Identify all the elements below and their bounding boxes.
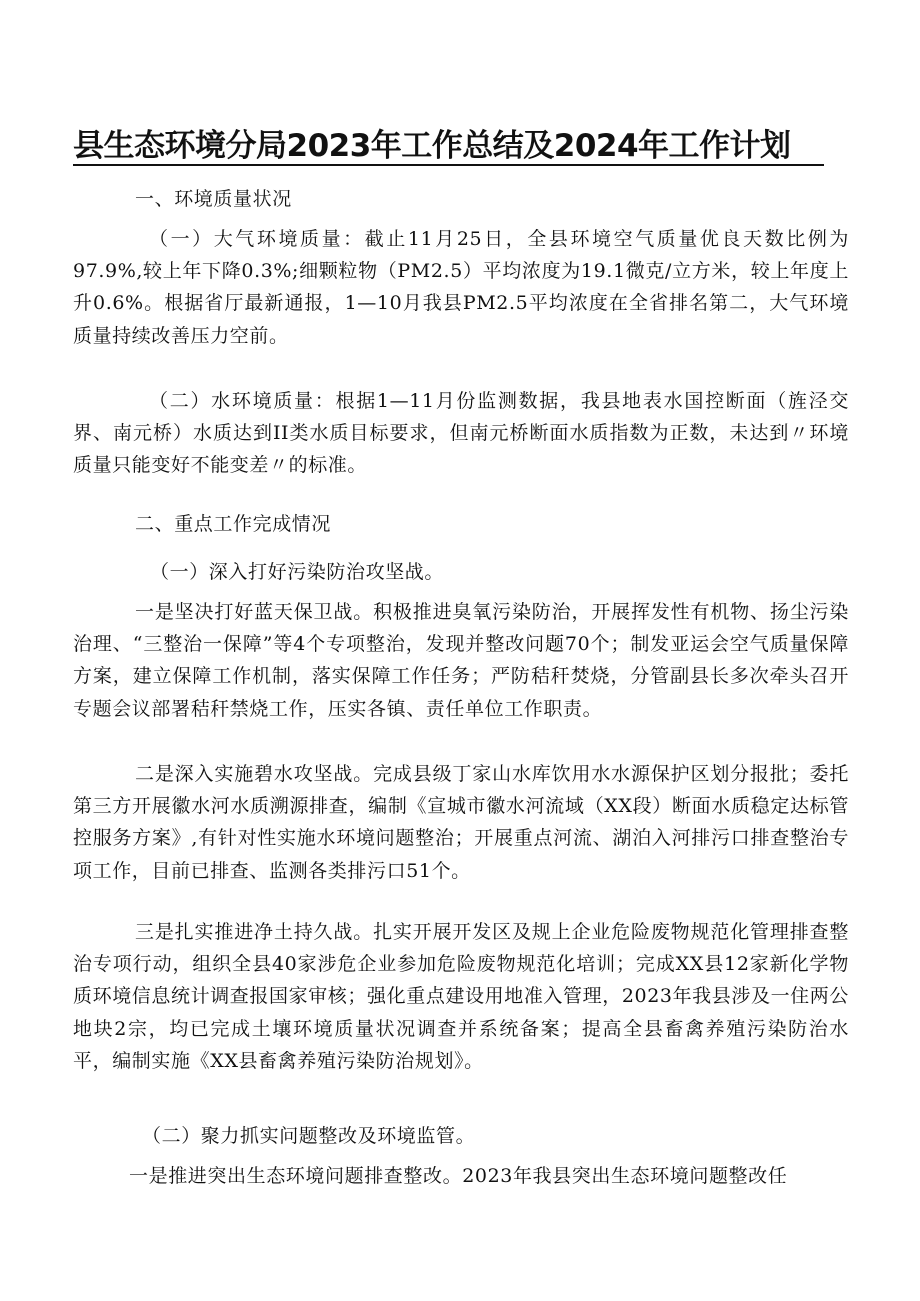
section-heading-environment-quality: 一、环境质量状况 xyxy=(135,188,292,210)
title-underline xyxy=(73,164,824,166)
document-title: 县生态环境分局2023年工作总结及2024年工作计划 xyxy=(73,128,791,164)
paragraph-clean-soil: 三是扎实推进净土持久战。扎实开展开发区及规上企业危险废物规范化管理排查整治专项行动，组织全县40家涉危企业参加危险废物规范化培训；完成XX县12家新化学物质环境信息统计调查报国家审核；强化重点建设用地准入管理，2023年我县涉及一住两公地块2宗，均已完成土壤环境质量状况调查并系统备案；提高全县畜禽养殖污染防治水平，编制实施《XX县畜禽养殖污染防治规划》。 xyxy=(73,921,849,1072)
paragraph-blue-sky: 一是坚决打好蓝天保卫战。积极推进臭氧污染防治，开展挥发性有机物、扬尘污染治理、“三整治一保障”等4个专项整治，发现并整改问题70个；制发亚运会空气质量保障方案，建立保障工作机制，落实保障工作任务；严防秸秆焚烧，分管副县长多次牵头召开专题会议部署秸秆禁烧工作，压实各镇、责任单位工作职责。 xyxy=(73,601,849,720)
subheading-pollution-prevention: （一）深入打好污染防治攻坚战。 xyxy=(150,561,445,583)
paragraph-problem-rectification: 一是推进突出生态环境问题排查整改。2023年我县突出生态环境问题整改任 xyxy=(129,1165,788,1187)
paragraph-clear-water: 二是深入实施碧水攻坚战。完成县级丁家山水库饮用水水源保护区划分报批；委托第三方开展徽水河水质溯源排查，编制《宣城市徽水河流域（XX段）断面水质稳定达标管控服务方案》,有针对性实施水环境问题整治；开展重点河流、湖泊入河排污口排查整治专项工作，目前已排查、监测各类排污口51个。 xyxy=(73,763,849,882)
subheading-problem-rectification: （二）聚力抓实问题整改及环境监管。 xyxy=(142,1125,476,1147)
paragraph-water-quality: （二）水环境质量：根据1—11月份监测数据，我县地表水国控断面（旌泾交界、南元桥）水质达到II类水质目标要求，但南元桥断面水质指数为正数，未达到〃环境质量只能变好不能变差〃的标准。 xyxy=(73,390,849,477)
section-heading-key-work: 二、重点工作完成情况 xyxy=(135,513,332,535)
paragraph-air-quality: （一）大气环境质量：截止11月25日，全县环境空气质量优良天数比例为97.9%,较上年下降0.3%;细颗粒物（PM2.5）平均浓度为19.1微克/立方米，较上年度上升0.6%。根据省厅最新通报，1—10月我县PM2.5平均浓度在全省排名第二，大气环境质量持续改善压力空前。 xyxy=(73,228,849,347)
